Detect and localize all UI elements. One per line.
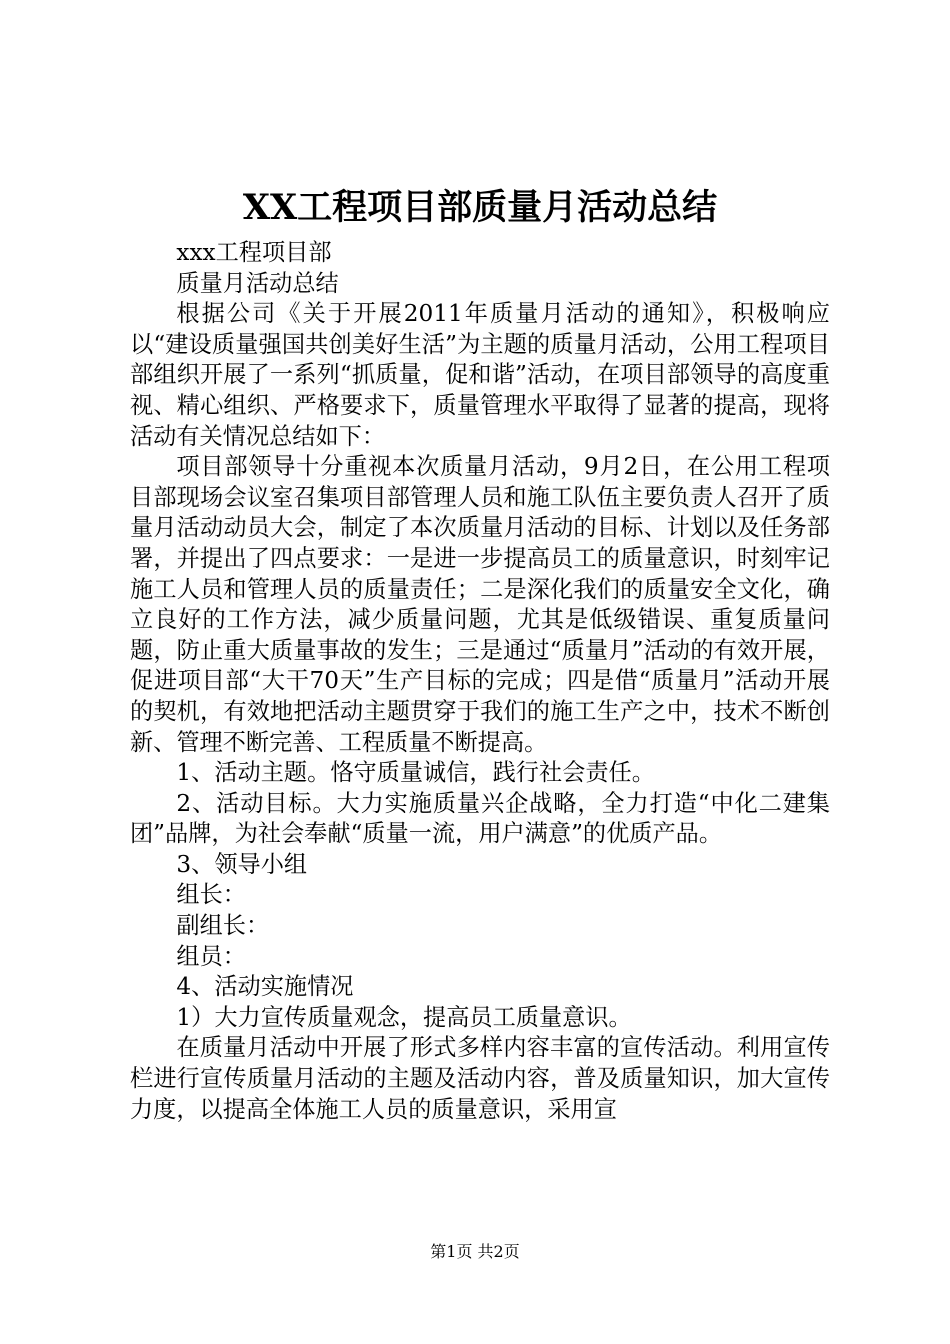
paragraph: 在质量月活动中开展了形式多样内容丰富的宣传活动。利用宣传栏进行宣传质量月活动的主题及活动内容，普及质量知识，加大宣传力度，以提高全体施工人员的质量意识，采用宣 [130,1034,830,1123]
document-title: XX工程项目部质量月活动总结 [242,187,718,228]
paragraph: 4、活动实施情况 [176,973,354,1001]
page-footer: 第1页 共2页 [430,1242,520,1261]
paragraph: 质量月活动总结 [176,269,339,297]
paragraph: 3、领导小组 [176,850,308,878]
paragraph: 组员： [176,942,246,970]
paragraph: 2、活动目标。大力实施质量兴企战略，全力打造“中化二建集团”品牌，为社会奉献“质量一流，用户满意”的优质产品。 [130,789,830,848]
paragraph: 1）大力宣传质量观念，提高员工质量意识。 [176,1003,632,1031]
paragraph: 项目部领导十分重视本次质量月活动，9月2日，在公用工程项目部现场会议室召集项目部管理人员和施工队伍主要负责人召开了质量月活动动员大会，制定了本次质量月活动的目标、计划以及任务部署，并提出了四点要求：一是进一步提高员工的质量意识，时刻牢记施工人员和管理人员的质量责任；二是深化我们的质量安全文化，确立良好的工作方法，减少质量问题，尤其是低级错误、重复质量问题，防止重大质量事故的发生；三是通过“质量月”活动的有效开展，促进项目部“大干70天”生产目标的完成；四是借“质量月”活动开展的契机，有效地把活动主题贯穿于我们的施工生产之中，技术不断创新、管理不断完善、工程质量不断提高。 [130,453,830,756]
paragraph: 1、活动主题。恪守质量诚信，践行社会责任。 [176,759,655,787]
paragraph: 组长： [176,881,246,909]
paragraph: xxx工程项目部 [176,239,332,266]
document-body [130,238,830,1125]
document-page [130,178,830,1125]
paragraph: 副组长： [176,912,270,940]
paragraph: 根据公司《关于开展2011年质量月活动的通知》，积极响应以“建设质量强国共创美好生活”为主题的质量月活动，公用工程项目部组织开展了一系列“抓质量，促和谐”活动，在项目部领导的高度重视、精心组织、严格要求下，质量管理水平取得了显著的提高，现将活动有关情况总结如下： [130,300,830,450]
